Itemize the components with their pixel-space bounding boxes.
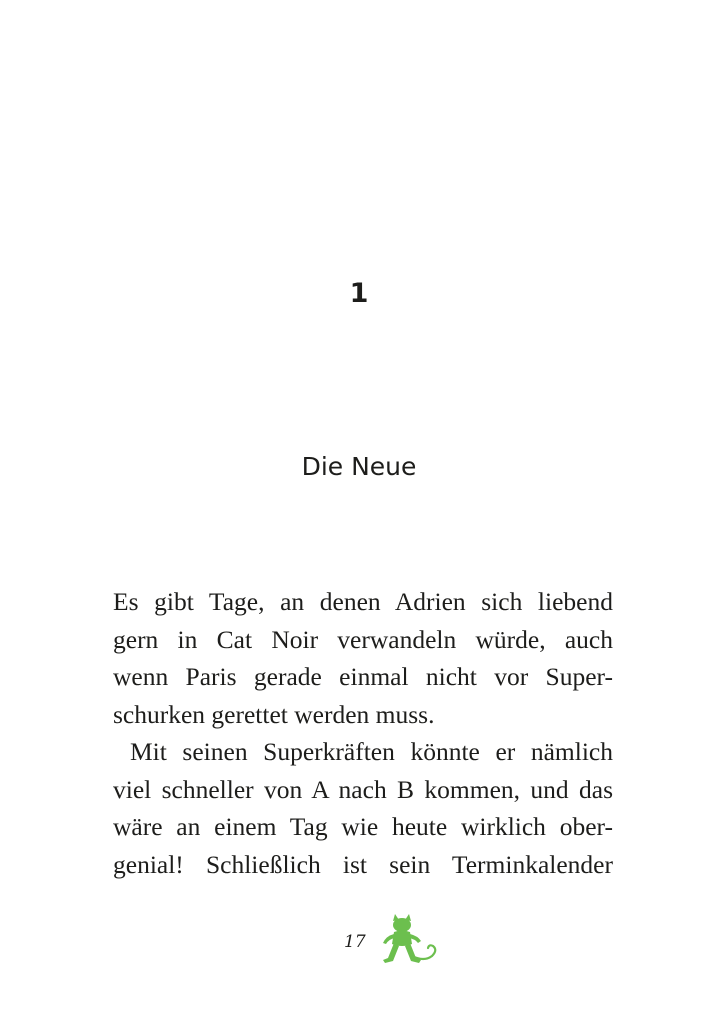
page-footer [0,908,718,968]
chapter-number: 1 [349,278,369,309]
chapter-title: Die Neue [301,452,417,481]
text-line: gern in Cat Noir verwandeln würde, auch [113,624,613,654]
text-line: wenn Paris gerade einmal nicht vor Super- [113,662,613,691]
text-line: viel schneller von A nach B kommen, und das [113,774,613,804]
text-line: genial! Schließlich ist sein Terminkalender [113,849,613,879]
body-text [113,583,613,883]
text-line: Mit seinen Superkräften könnte er nämlich [130,737,613,766]
cat-noir-silhouette-icon [378,910,440,968]
text-line: Es gibt Tage, an denen Adrien sich liebend [113,587,613,616]
page-number: 17 [344,932,366,952]
text-line: wäre an einem Tag wie heute wirklich ober- [113,812,613,841]
text-line: schurken gerettet werden muss. [113,699,435,729]
